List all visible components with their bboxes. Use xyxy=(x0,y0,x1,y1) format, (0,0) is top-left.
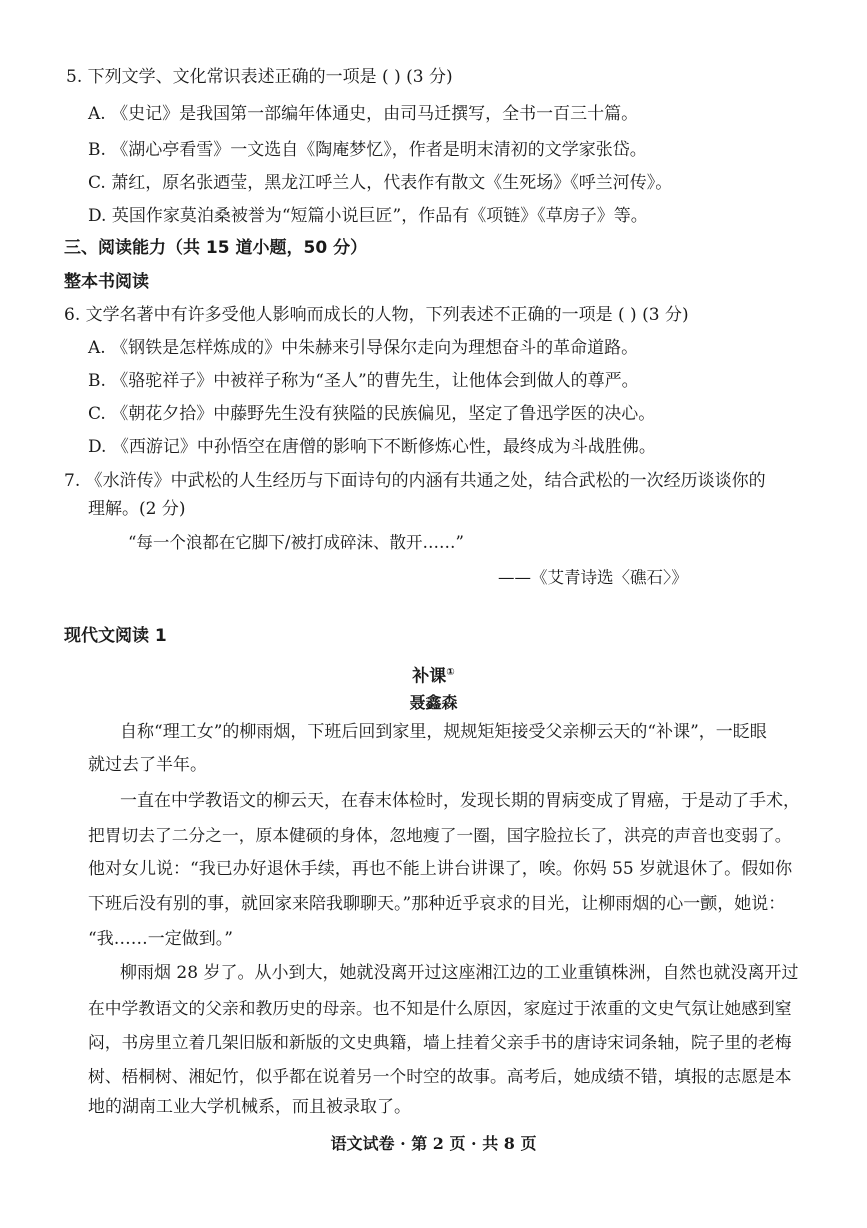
paragraph-3-line-4: 树、梧桐树、湘妃竹，似乎都在说着另一个时空的故事。高考后，她成绩不错，填报的志愿是本 xyxy=(88,1066,792,1086)
paragraph-1-line-1: 自称“理工女”的柳雨烟，下班后回到家里，规规矩矩接受父亲柳云天的“补课”，一眨眼 xyxy=(120,722,767,742)
q6-option-a: A. 《钢铁是怎样炼成的》中朱赫来引导保尔走向为理想奋斗的革命道路。 xyxy=(88,338,639,358)
article-author: 聂鑫森 xyxy=(409,693,458,712)
paragraph-1-line-2: 就过去了半年。 xyxy=(88,755,207,775)
subsection-heading: 整本书阅读 xyxy=(64,272,149,292)
paragraph-2-line-3: 他对女儿说：“我已办好退休手续，再也不能上讲台讲课了，唉。你妈 55 岁就退休了。假如你 xyxy=(88,859,793,879)
paragraph-3-line-1: 柳雨烟 28 岁了。从小到大，她就没离开过这座湘江边的工业重镇株洲，自然也就没离开过 xyxy=(120,963,799,983)
paragraph-3-line-3: 闷，书房里立着几架旧版和新版的文史典籍，墙上挂着父亲手书的唐诗宋词条轴，院子里的老梅 xyxy=(88,1032,792,1052)
q5-option-c: C. 萧红，原名张迺莹，黑龙江呼兰人，代表作有散文《生死场》《呼兰河传》。 xyxy=(88,173,673,193)
q6-stem: 6. 文学名著中有许多受他人影响而成长的人物，下列表述不正确的一项是 ( ) (3 分) xyxy=(64,305,689,325)
paragraph-3-line-5: 地的湖南工业大学机械系，而且被录取了。 xyxy=(88,1097,411,1117)
article-title xyxy=(0,662,867,688)
article-title-footnote-mark: ① xyxy=(446,667,455,678)
paragraph-2-line-5: “我……一定做到。” xyxy=(88,929,233,949)
q7-stem-line2: 理解。(2 分) xyxy=(88,499,186,519)
q5-option-a: A. 《史记》是我国第一部编年体通史，由司马迁撰写，全书一百三十篇。 xyxy=(88,104,639,124)
q7-poem-source: ——《艾青诗选〈礁石〉》 xyxy=(498,568,688,587)
q5-option-b: B. 《湖心亭看雪》一文选自《陶庵梦忆》，作者是明末清初的文学家张岱。 xyxy=(88,140,647,160)
page-footer: 语文试卷 · 第 2 页 · 共 8 页 xyxy=(330,1134,537,1153)
paragraph-3-line-2: 在中学教语文的父亲和教历史的母亲。也不知是什么原因，家庭过于浓重的文史气氛让她感到窒 xyxy=(88,998,792,1018)
q6-option-b: B. 《骆驼祥子》中被祥子称为“圣人”的曹先生，让他体会到做人的尊严。 xyxy=(88,371,639,391)
article-title-text: 补课 xyxy=(412,666,447,687)
q5-option-d: D. 英国作家莫泊桑被誉为“短篇小说巨匠”，作品有《项链》《草房子》等。 xyxy=(88,206,648,226)
section-heading: 三、阅读能力（共 15 道小题，50 分） xyxy=(64,238,368,258)
q6-option-c: C. 《朝花夕拾》中藤野先生没有狭隘的民族偏见，坚定了鲁迅学医的决心。 xyxy=(88,404,656,424)
paragraph-2-line-1: 一直在中学教语文的柳云天，在春末体检时，发现长期的胃病变成了胃癌，于是动了手术， xyxy=(120,791,800,811)
q5-stem: 5. 下列文学、文化常识表述正确的一项是 ( ) (3 分) xyxy=(66,67,453,87)
modern-reading-heading: 现代文阅读 1 xyxy=(64,626,167,646)
q6-option-d: D. 《西游记》中孙悟空在唐僧的影响下不断修炼心性，最终成为斗战胜佛。 xyxy=(88,437,656,457)
q7-poem-quote: “每一个浪都在它脚下/被打成碎沫、散开……” xyxy=(128,533,464,552)
paragraph-2-line-4: 下班后没有别的事，就回家来陪我聊聊天。”那种近乎哀求的目光，让柳雨烟的心一颤，她说： xyxy=(88,894,786,914)
q7-stem-line1: 7. 《水浒传》中武松的人生经历与下面诗句的内涵有共通之处，结合武松的一次经历谈谈你的 xyxy=(64,471,766,491)
paragraph-2-line-2: 把胃切去了二分之一，原本健硕的身体，忽地瘦了一圈，国字脸拉长了，洪亮的声音也变弱了。 xyxy=(88,825,792,845)
